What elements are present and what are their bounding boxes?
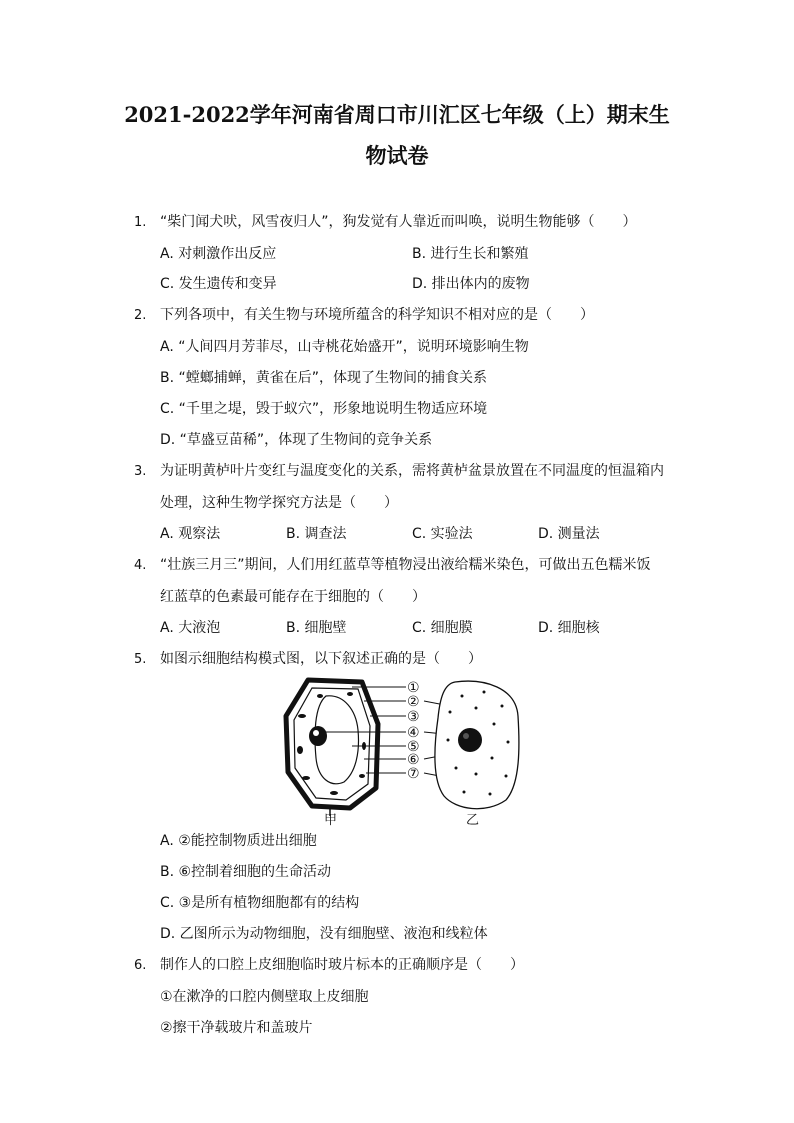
plant-cell-diagram [286, 680, 378, 816]
label-2: ② [407, 694, 420, 710]
label-7: ⑦ [407, 766, 420, 782]
option-a: A. ②能控制物质进出细胞 [160, 833, 317, 849]
option-d: D. 乙图所示为动物细胞，没有细胞壁、液泡和线粒体 [160, 926, 488, 942]
step-2: ②擦干净载玻片和盖玻片 [160, 1020, 313, 1036]
title-line-1: 2021-2022学年河南省周口市川汇区七年级（上）期末生 [124, 102, 670, 127]
option-d: D. 测量法 [538, 526, 600, 542]
question-number: 6. [134, 958, 147, 973]
title-line-2: 物试卷 [365, 143, 429, 168]
option-c: C. 细胞膜 [412, 620, 473, 636]
option-c: C. “千里之堤，毁于蚁穴”，形象地说明生物适应环境 [160, 401, 488, 417]
caption-yi: 乙 [466, 813, 480, 826]
option-a: A. 大液泡 [160, 620, 221, 636]
question-stem-line-1: “壮族三月三”期间，人们用红蓝草等植物浸出液给糯米染色，可做出五色糯米饭 [160, 557, 651, 573]
option-a: A. 对刺激作出反应 [160, 246, 277, 262]
label-3: ③ [407, 709, 420, 725]
caption-jia: 甲 [324, 813, 338, 826]
question-number: 2. [134, 308, 147, 323]
question-number: 5. [134, 652, 147, 667]
option-b: B. 细胞壁 [286, 620, 347, 636]
option-d: D. “草盛豆苗稀”，体现了生物间的竞争关系 [160, 432, 433, 448]
option-c: C. 发生遗传和变异 [160, 276, 277, 292]
figure-labels [407, 680, 420, 782]
question-stem: 如图示细胞结构模式图，以下叙述正确的是（ ） [160, 651, 482, 667]
question-stem: “柴门闻犬吠，风雪夜归人”，狗发觉有人靠近而叫唤，说明生物能够（ ） [160, 214, 637, 230]
label-1: ① [407, 680, 420, 696]
label-6: ⑥ [407, 752, 420, 768]
option-d: D. 排出体内的废物 [412, 276, 530, 292]
option-b: B. 调查法 [286, 526, 347, 542]
question-stem: 制作人的口腔上皮细胞临时玻片标本的正确顺序是（ ） [160, 957, 524, 973]
question-stem: 下列各项中，有关生物与环境所蕴含的科学知识不相对应的是（ ） [160, 307, 594, 323]
question-number: 3. [134, 464, 147, 479]
question-stem-line-2: 处理，这种生物学探究方法是（ ） [160, 495, 398, 511]
option-a: A. 观察法 [160, 526, 221, 542]
question-stem-line-1: 为证明黄栌叶片变红与温度变化的关系，需将黄栌盆景放置在不同温度的恒温箱内 [160, 463, 664, 479]
label-5: ⑤ [407, 739, 420, 755]
question-stem-line-2: 红蓝草的色素最可能存在于细胞的（ ） [160, 589, 426, 605]
option-b: B. ⑥控制着细胞的生命活动 [160, 864, 332, 880]
label-4: ④ [407, 725, 420, 741]
animal-cell-diagram [435, 681, 519, 809]
question-number: 4. [134, 558, 147, 573]
cell-structure-figure [280, 676, 520, 826]
option-c: C. 实验法 [412, 526, 473, 542]
option-c: C. ③是所有植物细胞都有的结构 [160, 895, 360, 911]
question-number: 1. [134, 215, 147, 230]
option-d: D. 细胞核 [538, 620, 600, 636]
option-b: B. 进行生长和繁殖 [412, 246, 529, 262]
option-a: A. “人间四月芳菲尽，山寺桃花始盛开”，说明环境影响生物 [160, 339, 529, 355]
option-b: B. “螳螂捕蝉，黄雀在后”，体现了生物间的捕食关系 [160, 370, 488, 386]
step-1: ①在漱净的口腔内侧壁取上皮细胞 [160, 989, 369, 1005]
